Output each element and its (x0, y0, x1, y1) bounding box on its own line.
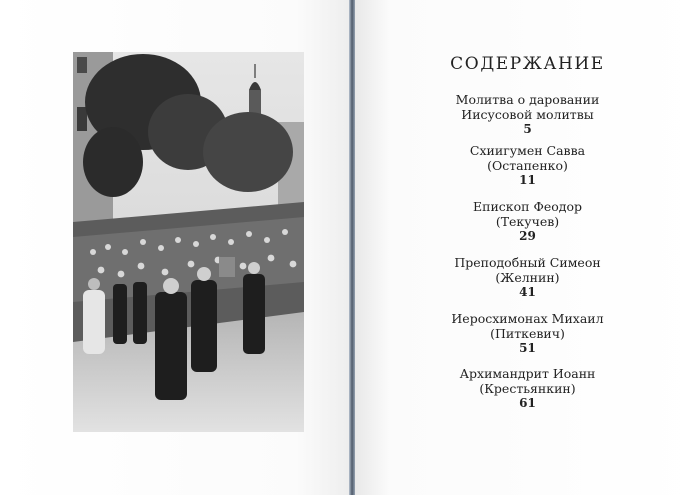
toc-entry-subtitle: (Желнин) (495, 270, 560, 285)
toc-entry (355, 199, 700, 244)
toc-entry-page: 29 (519, 229, 536, 243)
toc-entry-page: 41 (519, 285, 536, 299)
toc-entry (355, 143, 700, 188)
toc-entry (355, 92, 700, 137)
toc-entry-page: 11 (519, 173, 536, 187)
toc-entry-subtitle: Иисусовой молитвы (461, 107, 594, 122)
toc-entry-title: Схиигумен Савва (469, 143, 586, 158)
toc-entry-title: Преподобный Симеон (454, 255, 601, 270)
toc-entry (355, 255, 700, 300)
toc-entry (355, 311, 700, 356)
right-page (355, 0, 700, 495)
toc-entry-subtitle: (Питкевич) (490, 326, 565, 341)
contents-heading: СОДЕРЖАНИЕ (450, 54, 605, 74)
toc-entry-page: 5 (523, 122, 532, 136)
toc-entry-page: 61 (519, 396, 536, 410)
toc-entry-title: Иеросхимонах Михаил (451, 311, 604, 326)
toc-entry-page: 51 (519, 341, 536, 355)
toc-entry (355, 366, 700, 411)
toc-entry-title: Архимандрит Иоанн (459, 366, 596, 381)
toc-entry-subtitle: (Текучев) (495, 214, 560, 229)
left-page (0, 0, 349, 495)
toc-entry-title: Молитва о даровании (455, 92, 600, 107)
toc-entry-title: Епископ Феодор (473, 199, 582, 214)
toc-entry-subtitle: (Крестьянкин) (479, 381, 576, 396)
procession-photograph (73, 52, 304, 432)
toc-entry-subtitle: (Остапенко) (487, 158, 568, 173)
